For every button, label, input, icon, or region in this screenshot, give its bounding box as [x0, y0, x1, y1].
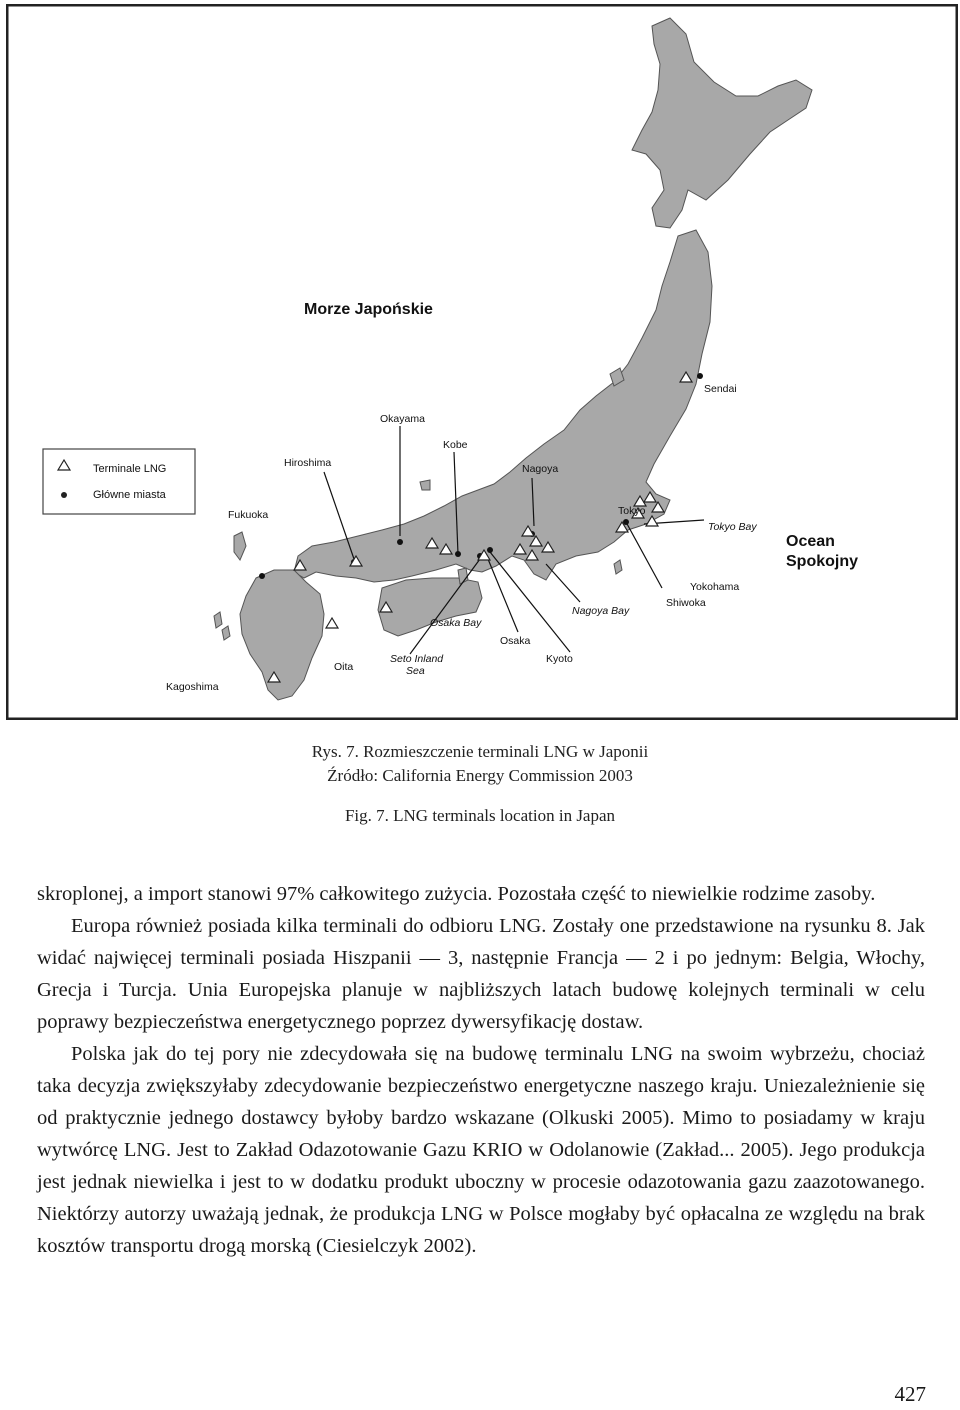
- label-tokyo-bay: Tokyo Bay: [708, 521, 757, 533]
- figure-caption-en: Fig. 7. LNG terminals location in Japan: [344, 806, 616, 825]
- city-dot: [487, 547, 493, 553]
- sea-label: Morze Japońskie: [304, 301, 433, 318]
- label-kyoto: Kyoto: [546, 653, 573, 665]
- figure-source: Źródło: California Energy Commission 2003: [327, 766, 633, 785]
- label-tokyo: Tokyo: [618, 505, 646, 517]
- paragraph: Polska jak do tej pory nie zdecydowała się na budowę terminalu LNG na swoim wybrzeżu, chociaż taka decyzja zwiększyłaby zdecydowanie bezpieczeństwo energetyczne naszego kraju. Uniezależnienie się od praktycznie jednego dostawcy byłoby bardzo wskazane (Olkuski 2005). Mimo to posiadamy w kraju wytwórcę LNG. Jest to Zakład Odazotowanie Gazu KRIO w Odolanowie (Zakład... 2005). Jego produkcja jest jednak niewielka i jest to w dodatku produkt uboczny w procesie odazotowania gazu zaazotowanego. Niektórzy autorzy uważają jednak, że produkcja LNG w Polsce mogłaby być opłacalna ze względu na brak kosztów transportu drogą morską (Ciesielczyk 2002).: [37, 1043, 925, 1257]
- map-frame: [7, 5, 957, 719]
- page-number: 427: [894, 1382, 926, 1406]
- figure-caption-pl: Rys. 7. Rozmieszczenie terminali LNG w Japonii: [311, 742, 649, 761]
- label-shiwoka: Shiwoka: [666, 597, 706, 609]
- label-osaka-bay: Osaka Bay: [430, 617, 482, 629]
- label-nagoya-bay: Nagoya Bay: [572, 605, 630, 617]
- label-seto-line2: Sea: [406, 665, 425, 677]
- city-dot: [455, 551, 461, 557]
- city-dot: [259, 573, 265, 579]
- paragraph: skroplonej, a import stanowi 97% całkowitego zużycia. Pozostała część to niewielkie rodzime zasoby.: [37, 883, 876, 905]
- paragraph: Europa również posiada kilka terminali do odbioru LNG. Zostały one przedstawione na rysunku 8. Jak widać najwięcej terminali posiada Hiszpanii — 3, następnie Francja — 2 i po jednym: Belgia, Włochy, Grecja i Turcja. Unia Europejska planuje w najbliższych latach budowę kolejnych terminali w celu poprawy bezpieczeństwa energetycznego poprzez dywersyfikację dostaw.: [37, 915, 925, 1033]
- label-osaka: Osaka: [500, 635, 531, 647]
- ocean-label-line1: Ocean: [786, 533, 835, 550]
- label-kagoshima: Kagoshima: [166, 681, 219, 693]
- label-yokohama: Yokohama: [690, 581, 740, 593]
- label-hiroshima: Hiroshima: [284, 457, 332, 469]
- label-okayama: Okayama: [380, 413, 425, 425]
- map-legend: [43, 449, 195, 514]
- label-nagoya: Nagoya: [522, 463, 559, 475]
- legend-terminals-label: Terminale LNG: [93, 463, 167, 475]
- ocean-label-line2: Spokojny: [786, 553, 859, 570]
- legend-dot-icon: [61, 492, 67, 498]
- label-fukuoka: Fukuoka: [228, 509, 269, 521]
- japan-lng-map: [6, 4, 958, 720]
- label-kobe: Kobe: [443, 439, 468, 451]
- body-text: [37, 878, 925, 1262]
- label-seto-line1: Seto Inland: [390, 653, 444, 665]
- city-dot: [397, 539, 403, 545]
- oki-island: [420, 480, 430, 490]
- label-oita: Oita: [334, 661, 354, 673]
- city-dot: [697, 373, 703, 379]
- legend-cities-label: Główne miasta: [93, 489, 166, 501]
- label-sendai: Sendai: [704, 383, 737, 395]
